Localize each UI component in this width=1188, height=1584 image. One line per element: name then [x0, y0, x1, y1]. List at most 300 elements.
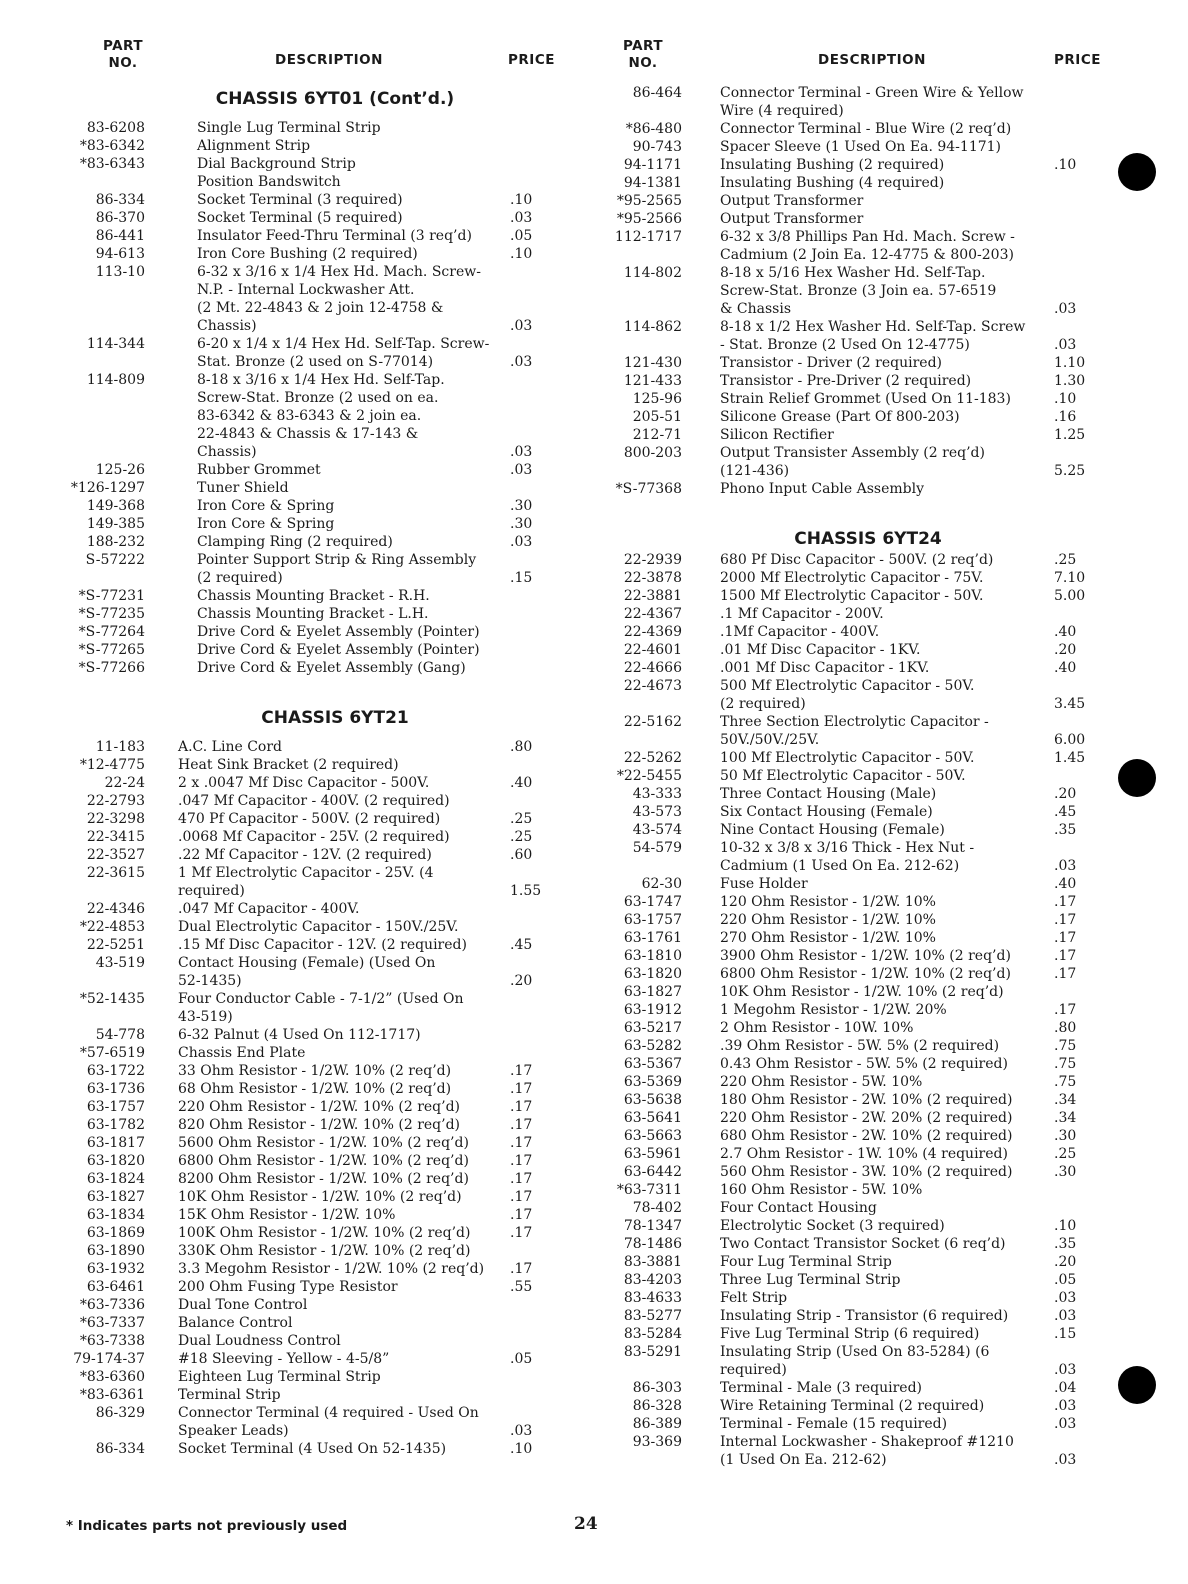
- part-price: .17: [510, 1099, 533, 1115]
- part-price: .10: [510, 1441, 533, 1457]
- part-description: 10-32 x 3/8 x 3/16 Thick - Hex Nut - Cadmium (1 Used On Ea. 212-62): [720, 840, 975, 874]
- part-number: 125-96: [632, 391, 682, 407]
- part-description: 3900 Ohm Resistor - 1/2W. 10% (2 req’d): [720, 948, 1011, 964]
- part-number: 83-6208: [86, 120, 145, 136]
- table-row: [70, 191, 560, 209]
- part-description: .0068 Mf Capacitor - 25V. (2 required): [178, 829, 450, 845]
- table-row: [70, 551, 560, 587]
- table-row: [608, 390, 1108, 408]
- part-price: .03: [510, 210, 533, 226]
- table-row: [70, 1062, 560, 1080]
- part-price: .03: [510, 354, 533, 370]
- price-heading: PRICE: [508, 52, 555, 68]
- part-price: 5.25: [1054, 463, 1086, 479]
- part-price: .20: [1054, 642, 1077, 658]
- part-description: 2 x .0047 Mf Disc Capacitor - 500V.: [178, 775, 430, 791]
- part-price: .17: [1054, 894, 1077, 910]
- table-row: [70, 1170, 560, 1188]
- table-row: [608, 1307, 1108, 1325]
- table-row: [608, 1253, 1108, 1271]
- part-number: 94-1381: [623, 175, 682, 191]
- part-description: Connector Terminal - Blue Wire (2 req’d): [720, 121, 1012, 137]
- part-number: 63-5961: [623, 1146, 682, 1162]
- part-price: .10: [1054, 391, 1077, 407]
- part-description: Insulating Bushing (2 required): [720, 157, 945, 173]
- part-number: 54-579: [632, 840, 682, 856]
- part-number: 83-5291: [623, 1344, 682, 1360]
- table-row: [70, 623, 560, 641]
- table-row: [70, 990, 560, 1026]
- part-number: 63-1827: [623, 984, 682, 1000]
- part-description: 200 Ohm Fusing Type Resistor: [178, 1279, 398, 1295]
- part-number: 43-574: [632, 822, 682, 838]
- table-row: [608, 1379, 1108, 1397]
- part-number: 22-5162: [623, 714, 682, 730]
- part-number: 63-1761: [623, 930, 682, 946]
- part-description: 8200 Ohm Resistor - 1/2W. 10% (2 req’d): [178, 1171, 469, 1187]
- table-row: [608, 965, 1108, 983]
- part-description: Internal Lockwasher - Shakeproof #1210 (1 Used On Ea. 212-62): [720, 1434, 1014, 1468]
- part-number: 63-1747: [623, 894, 682, 910]
- part-price: 7.10: [1054, 570, 1086, 586]
- part-price: .17: [510, 1171, 533, 1187]
- part-price: .03: [1054, 858, 1077, 874]
- part-description: Chassis End Plate: [178, 1045, 306, 1061]
- part-price: .17: [510, 1135, 533, 1151]
- part-description: Connector Terminal (4 required - Used On Speaker Leads): [178, 1405, 479, 1439]
- part-description: 6-32 x 3/8 Phillips Pan Hd. Mach. Screw - Cadmium (2 Join Ea. 12-4775 & 800-203): [720, 229, 1015, 263]
- part-description: Dual Electrolytic Capacitor - 150V./25V.: [178, 919, 459, 935]
- table-row: [608, 354, 1108, 372]
- part-number: 94-613: [95, 246, 145, 262]
- part-price: .03: [510, 462, 533, 478]
- part-number: 800-203: [623, 445, 682, 461]
- part-number: 63-6442: [623, 1164, 682, 1180]
- part-number: 62-30: [641, 876, 682, 892]
- parts-list: [70, 738, 560, 1458]
- part-description: Socket Terminal (3 required): [197, 192, 403, 208]
- part-price: .17: [510, 1063, 533, 1079]
- part-price: .03: [1054, 337, 1077, 353]
- part-description: 3.3 Megohm Resistor - 1/2W. 10% (2 req’d): [178, 1261, 485, 1277]
- part-number: *S-77264: [78, 624, 145, 640]
- part-price: .75: [1054, 1056, 1077, 1072]
- part-price: .17: [510, 1153, 533, 1169]
- part-description: .047 Mf Capacitor - 400V.: [178, 901, 360, 917]
- table-row: [70, 1278, 560, 1296]
- part-number: 94-1171: [623, 157, 682, 173]
- part-description: Strain Relief Grommet (Used On 11-183): [720, 391, 1011, 407]
- part-description: Nine Contact Housing (Female): [720, 822, 945, 838]
- part-number: *83-6342: [79, 138, 145, 154]
- table-row: [608, 444, 1108, 480]
- part-number: 63-5367: [623, 1056, 682, 1072]
- part-number: *63-7311: [616, 1182, 682, 1198]
- part-price: .20: [1054, 1254, 1077, 1270]
- table-row: [608, 1163, 1108, 1181]
- table-row: [70, 1386, 560, 1404]
- table-row: [70, 900, 560, 918]
- part-number: *S-77265: [78, 642, 145, 658]
- part-number: 86-303: [632, 1380, 682, 1396]
- part-number: *83-6361: [79, 1387, 145, 1403]
- part-number: 63-1757: [86, 1099, 145, 1115]
- part-description: Clamping Ring (2 required): [197, 534, 393, 550]
- table-row: [70, 828, 560, 846]
- table-row: [608, 1055, 1108, 1073]
- table-row: [70, 1134, 560, 1152]
- part-number: 63-1912: [623, 1002, 682, 1018]
- part-number: 11-183: [95, 739, 145, 755]
- part-price: .17: [510, 1081, 533, 1097]
- table-row: [70, 479, 560, 497]
- part-description: 330K Ohm Resistor - 1/2W. 10% (2 req’d): [178, 1243, 471, 1259]
- table-row: [608, 929, 1108, 947]
- part-price: .80: [1054, 1020, 1077, 1036]
- part-description: Wire Retaining Terminal (2 required): [720, 1398, 985, 1414]
- part-number: 83-4633: [623, 1290, 682, 1306]
- part-price: .17: [510, 1225, 533, 1241]
- part-description: 270 Ohm Resistor - 1/2W. 10%: [720, 930, 936, 946]
- part-description: Contact Housing (Female) (Used On 52-1435): [178, 955, 436, 989]
- part-description: 180 Ohm Resistor - 2W. 10% (2 required): [720, 1092, 1013, 1108]
- part-description: Two Contact Transistor Socket (6 req’d): [720, 1236, 1006, 1252]
- part-description: 6800 Ohm Resistor - 1/2W. 10% (2 req’d): [720, 966, 1011, 982]
- part-description: 1 Mf Electrolytic Capacitor - 25V. (4 required): [178, 865, 434, 899]
- part-price: .80: [510, 739, 533, 755]
- table-row: [608, 1289, 1108, 1307]
- table-row: [608, 569, 1108, 587]
- part-number: 63-1869: [86, 1225, 145, 1241]
- table-row: [70, 1224, 560, 1242]
- table-row: [608, 210, 1108, 228]
- table-row: [608, 749, 1108, 767]
- part-price: .04: [1054, 1380, 1077, 1396]
- part-price: .17: [510, 1117, 533, 1133]
- part-price: .03: [1054, 1290, 1077, 1306]
- part-description: 8-18 x 5/16 Hex Washer Hd. Self-Tap. Screw-Stat. Bronze (3 Join ea. 57-6519 & Chassis: [720, 265, 997, 317]
- part-price: 5.00: [1054, 588, 1086, 604]
- table-row: [70, 209, 560, 227]
- page-number: 24: [574, 1514, 598, 1534]
- part-price: 1.55: [510, 883, 542, 899]
- parts-list: [70, 119, 560, 677]
- part-price: .55: [510, 1279, 533, 1295]
- part-number: 22-2793: [86, 793, 145, 809]
- part-number: *S-77266: [78, 660, 145, 676]
- part-price: .10: [510, 246, 533, 262]
- table-row: [70, 371, 560, 461]
- part-description: Transistor - Driver (2 required): [720, 355, 943, 371]
- part-number: 22-5251: [86, 937, 145, 953]
- part-price: .15: [510, 570, 533, 586]
- part-number: 63-1932: [86, 1261, 145, 1277]
- table-row: [70, 641, 560, 659]
- table-row: [608, 192, 1108, 210]
- part-description: .047 Mf Capacitor - 400V. (2 required): [178, 793, 450, 809]
- table-row: [70, 1332, 560, 1350]
- part-no-heading: PART NO.: [102, 38, 144, 71]
- part-price: .35: [1054, 822, 1077, 838]
- table-row: [608, 821, 1108, 839]
- part-price: .75: [1054, 1038, 1077, 1054]
- part-price: .10: [1054, 1218, 1077, 1234]
- table-row: [608, 1415, 1108, 1433]
- table-row: [608, 659, 1108, 677]
- part-price: .60: [510, 847, 533, 863]
- part-price: .05: [510, 228, 533, 244]
- parts-list: [608, 551, 1108, 1469]
- part-price: .03: [1054, 301, 1077, 317]
- part-description: 2000 Mf Electrolytic Capacitor - 75V.: [720, 570, 984, 586]
- table-row: [608, 1109, 1108, 1127]
- part-number: 63-5638: [623, 1092, 682, 1108]
- part-price: .25: [510, 829, 533, 845]
- table-row: [608, 767, 1108, 785]
- part-price: .40: [1054, 876, 1077, 892]
- table-row: [70, 954, 560, 990]
- table-row: [70, 1314, 560, 1332]
- table-row: [70, 1188, 560, 1206]
- part-number: 83-5284: [623, 1326, 682, 1342]
- part-description: 220 Ohm Resistor - 1/2W. 10% (2 req’d): [178, 1099, 461, 1115]
- part-description: 6-32 x 3/16 x 1/4 Hex Hd. Mach. Screw- N.P. - Internal Lockwasher Att. (2 Mt. 22-4843 & 2 join 12-4758 & Chassis): [197, 264, 481, 334]
- part-number: 114-862: [623, 319, 682, 335]
- part-number: 63-5641: [623, 1110, 682, 1126]
- table-row: [608, 318, 1108, 354]
- part-price: .17: [510, 1189, 533, 1205]
- table-row: [70, 155, 560, 191]
- part-number: 22-3878: [623, 570, 682, 586]
- column-header: [70, 36, 560, 86]
- table-row: [608, 1037, 1108, 1055]
- part-number: 112-1717: [614, 229, 682, 245]
- part-description: 220 Ohm Resistor - 1/2W. 10%: [720, 912, 936, 928]
- table-row: [608, 264, 1108, 318]
- part-no-heading: PART NO.: [622, 38, 664, 71]
- table-row: [70, 1440, 560, 1458]
- table-row: [608, 1073, 1108, 1091]
- part-description: .001 Mf Disc Capacitor - 1KV.: [720, 660, 930, 676]
- table-row: [608, 1397, 1108, 1415]
- part-description: 6800 Ohm Resistor - 1/2W. 10% (2 req’d): [178, 1153, 469, 1169]
- part-price: .05: [1054, 1272, 1077, 1288]
- part-number: 93-369: [632, 1434, 682, 1450]
- part-price: .34: [1054, 1110, 1077, 1126]
- part-description: Pointer Support Strip & Ring Assembly (2 required): [197, 552, 477, 586]
- part-number: 63-1736: [86, 1081, 145, 1097]
- part-description: 50 Mf Electrolytic Capacitor - 50V.: [720, 768, 966, 784]
- table-row: [70, 1350, 560, 1368]
- table-row: [70, 1152, 560, 1170]
- part-price: 1.30: [1054, 373, 1086, 389]
- part-number: 54-778: [95, 1027, 145, 1043]
- table-row: [70, 792, 560, 810]
- part-number: *63-7338: [79, 1333, 145, 1349]
- table-row: [608, 803, 1108, 821]
- table-row: [70, 1368, 560, 1386]
- part-description: 2 Ohm Resistor - 10W. 10%: [720, 1020, 914, 1036]
- part-number: 125-26: [95, 462, 145, 478]
- part-price: .45: [510, 937, 533, 953]
- part-price: .03: [1054, 1308, 1077, 1324]
- part-price: .20: [510, 973, 533, 989]
- part-price: 3.45: [1054, 696, 1086, 712]
- part-description: Terminal - Female (15 required): [720, 1416, 948, 1432]
- part-description: Insulator Feed-Thru Terminal (3 req’d): [197, 228, 472, 244]
- table-row: [608, 372, 1108, 390]
- part-description: Rubber Grommet: [197, 462, 321, 478]
- part-description: 220 Ohm Resistor - 5W. 10%: [720, 1074, 923, 1090]
- part-description: Insulating Bushing (4 required): [720, 175, 945, 191]
- part-price: .40: [1054, 660, 1077, 676]
- part-description: .1 Mf Capacitor - 200V.: [720, 606, 884, 622]
- part-number: 22-4369: [623, 624, 682, 640]
- table-row: [608, 1217, 1108, 1235]
- part-price: .03: [1054, 1416, 1077, 1432]
- part-description: Insulating Strip - Transistor (6 required): [720, 1308, 1009, 1324]
- part-number: *S-77235: [78, 606, 145, 622]
- part-description: Three Contact Housing (Male): [720, 786, 937, 802]
- part-number: 79-174-37: [73, 1351, 145, 1367]
- part-number: 188-232: [86, 534, 145, 550]
- part-description: .1Mf Capacitor - 400V.: [720, 624, 880, 640]
- table-row: [70, 1260, 560, 1278]
- table-row: [70, 461, 560, 479]
- part-description: Chassis Mounting Bracket - L.H.: [197, 606, 429, 622]
- table-row: [70, 587, 560, 605]
- part-price: .15: [1054, 1326, 1077, 1342]
- part-number: 22-4367: [623, 606, 682, 622]
- part-number: 63-5369: [623, 1074, 682, 1090]
- part-description: 100K Ohm Resistor - 1/2W. 10% (2 req’d): [178, 1225, 471, 1241]
- part-price: .20: [1054, 786, 1077, 802]
- part-description: 220 Ohm Resistor - 2W. 20% (2 required): [720, 1110, 1013, 1126]
- table-row: [70, 659, 560, 677]
- part-description: 820 Ohm Resistor - 1/2W. 10% (2 req’d): [178, 1117, 461, 1133]
- part-number: 63-1827: [86, 1189, 145, 1205]
- table-row: [70, 227, 560, 245]
- part-description: Heat Sink Bracket (2 required): [178, 757, 399, 773]
- part-number: *S-77368: [615, 481, 682, 497]
- part-number: 114-344: [86, 336, 145, 352]
- table-row: [608, 1199, 1108, 1217]
- table-row: [608, 84, 1108, 120]
- part-price: .30: [1054, 1128, 1077, 1144]
- part-price: .30: [510, 516, 533, 532]
- part-description: 470 Pf Capacitor - 500V. (2 required): [178, 811, 441, 827]
- part-number: S-57222: [85, 552, 145, 568]
- part-description: 160 Ohm Resistor - 5W. 10%: [720, 1182, 923, 1198]
- table-row: [608, 551, 1108, 569]
- table-row: [70, 1098, 560, 1116]
- part-price: .17: [510, 1261, 533, 1277]
- part-number: *12-4775: [79, 757, 145, 773]
- left-column: [70, 36, 560, 1458]
- part-number: 149-368: [86, 498, 145, 514]
- table-row: [608, 947, 1108, 965]
- part-description: Four Conductor Cable - 7-1/2” (Used On 43-519): [178, 991, 464, 1025]
- part-number: 22-3415: [86, 829, 145, 845]
- part-description: 33 Ohm Resistor - 1/2W. 10% (2 req’d): [178, 1063, 452, 1079]
- part-price: 6.00: [1054, 732, 1086, 748]
- part-number: *83-6343: [79, 156, 145, 172]
- part-price: .03: [510, 534, 533, 550]
- part-number: *63-7336: [79, 1297, 145, 1313]
- part-description: .15 Mf Disc Capacitor - 12V. (2 required): [178, 937, 467, 953]
- part-description: 0.43 Ohm Resistor - 5W. 5% (2 required): [720, 1056, 1008, 1072]
- table-row: [70, 1404, 560, 1440]
- part-description: .39 Ohm Resistor - 5W. 5% (2 required): [720, 1038, 1000, 1054]
- right-column: [608, 36, 1108, 1469]
- binder-hole: [1118, 153, 1156, 191]
- part-description: Four Lug Terminal Strip: [720, 1254, 892, 1270]
- part-number: 63-1722: [86, 1063, 145, 1079]
- part-number: 63-5217: [623, 1020, 682, 1036]
- table-row: [70, 605, 560, 623]
- table-row: [608, 785, 1108, 803]
- part-price: .75: [1054, 1074, 1077, 1090]
- part-number: 43-333: [632, 786, 682, 802]
- part-description: Six Contact Housing (Female): [720, 804, 933, 820]
- part-number: *52-1435: [79, 991, 145, 1007]
- table-row: [608, 875, 1108, 893]
- part-number: 86-328: [632, 1398, 682, 1414]
- part-number: 78-402: [632, 1200, 682, 1216]
- table-row: [608, 1091, 1108, 1109]
- part-description: Silicon Rectifier: [720, 427, 834, 443]
- table-row: [70, 756, 560, 774]
- part-price: .17: [1054, 966, 1077, 982]
- table-row: [608, 1235, 1108, 1253]
- part-description: Spacer Sleeve (1 Used On Ea. 94-1171): [720, 139, 1001, 155]
- part-description: Alignment Strip: [197, 138, 311, 154]
- part-description: Output Transister Assembly (2 req’d) (121-436): [720, 445, 985, 479]
- part-number: 22-3298: [86, 811, 145, 827]
- part-description: Dial Background Strip Position Bandswitch: [197, 156, 356, 190]
- part-number: 63-1810: [623, 948, 682, 964]
- part-number: 63-5282: [623, 1038, 682, 1054]
- part-description: Five Lug Terminal Strip (6 required): [720, 1326, 980, 1342]
- part-number: 90-743: [632, 139, 682, 155]
- part-number: 113-10: [95, 264, 145, 280]
- part-description: Electrolytic Socket (3 required): [720, 1218, 945, 1234]
- part-description: A.C. Line Cord: [178, 739, 282, 755]
- table-row: [70, 918, 560, 936]
- part-number: 86-334: [95, 1441, 145, 1457]
- part-description: 120 Ohm Resistor - 1/2W. 10%: [720, 894, 936, 910]
- part-description: 8-18 x 1/2 Hex Washer Hd. Self-Tap. Screw - Stat. Bronze (2 Used On 12-4775): [720, 319, 1026, 353]
- part-number: 63-1824: [86, 1171, 145, 1187]
- part-description: 680 Ohm Resistor - 2W. 10% (2 required): [720, 1128, 1013, 1144]
- part-description: Four Contact Housing: [720, 1200, 877, 1216]
- part-description: 100 Mf Electrolytic Capacitor - 50V.: [720, 750, 975, 766]
- part-price: .17: [1054, 930, 1077, 946]
- part-number: 83-3881: [623, 1254, 682, 1270]
- part-description: Eighteen Lug Terminal Strip: [178, 1369, 381, 1385]
- part-price: .17: [1054, 948, 1077, 964]
- part-description: Terminal Strip: [178, 1387, 281, 1403]
- table-row: [608, 228, 1108, 264]
- part-number: 22-4601: [623, 642, 682, 658]
- table-row: [608, 1271, 1108, 1289]
- part-description: .22 Mf Capacitor - 12V. (2 required): [178, 847, 432, 863]
- table-row: [608, 587, 1108, 605]
- part-description: #18 Sleeving - Yellow - 4-5/8”: [178, 1351, 390, 1367]
- part-description: 6-20 x 1/4 x 1/4 Hex Hd. Self-Tap. Screw- Stat. Bronze (2 used on S-77014): [197, 336, 490, 370]
- table-row: [608, 1343, 1108, 1379]
- table-row: [70, 864, 560, 900]
